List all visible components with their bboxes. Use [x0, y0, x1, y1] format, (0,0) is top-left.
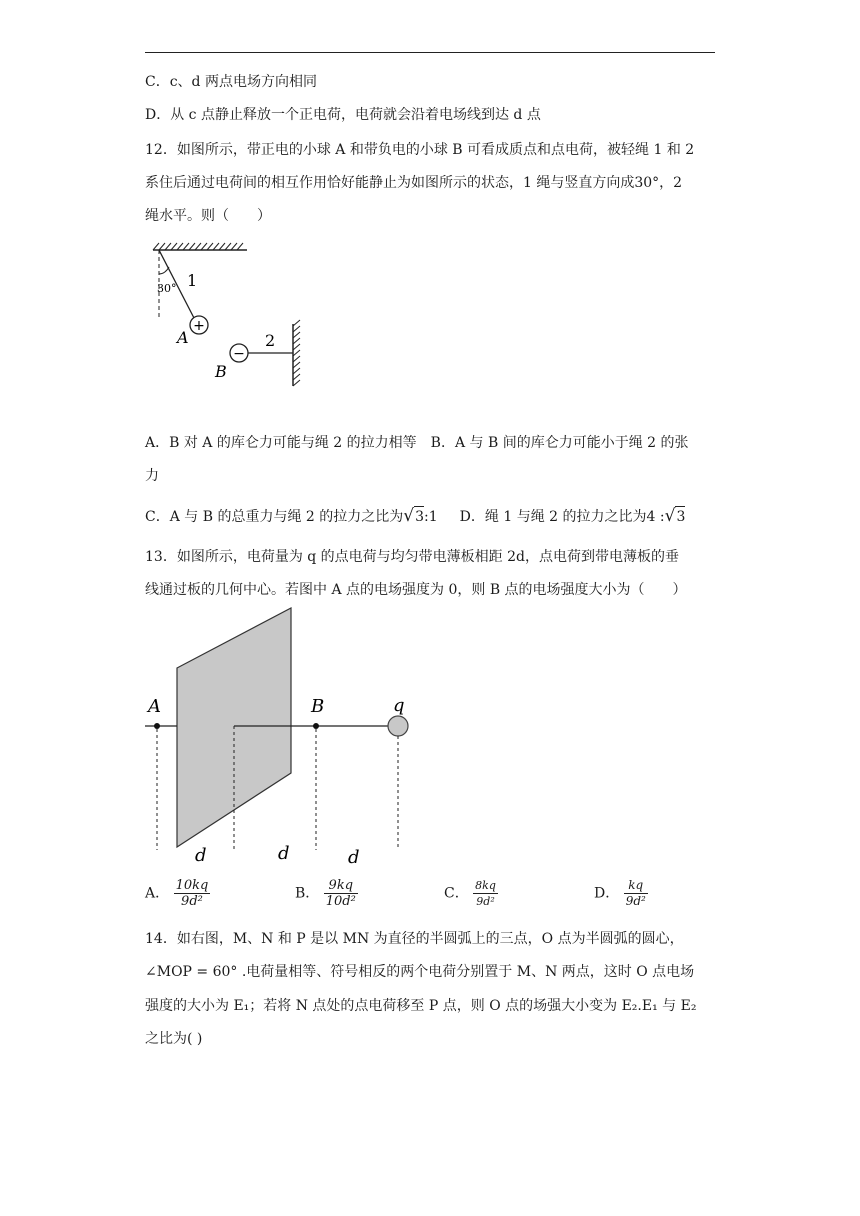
question-14-line1: 14．如右图，M、N 和 P 是以 MN 为直径的半圆弧上的三点，O 点为半圆弧的圆心，: [145, 931, 684, 947]
option-b-13-numerator: 9kq: [324, 878, 358, 894]
point-b-label: B: [311, 696, 325, 717]
option-d-11: D．从 c 点静止释放一个正电荷，电荷就会沿着电场线到达 d 点: [145, 107, 541, 123]
question-12-line1: 12．如图所示，带正电的小球 A 和带负电的小球 B 可看成质点和点电荷，被轻绳 1 和 2: [145, 142, 695, 158]
option-b-13-denominator: 10d²: [325, 894, 356, 909]
distance-label-3: d: [348, 847, 360, 868]
option-a-13-label: A．: [145, 885, 170, 902]
option-d-13-label: D．: [594, 885, 620, 902]
question-14-line2: ∠MOP = 60° .电荷量相等、符号相反的两个电荷分别置于 M、N 两点，这时 O 点电场: [145, 964, 695, 980]
option-d-13-fraction: [624, 878, 648, 909]
question-14-line3: 强度的大小为 E₁；若将 N 点处的点电荷移至 P 点，则 O 点的场强大小变为 E₂.E₁ 与 E₂: [145, 998, 697, 1014]
charge-q-label: q: [393, 695, 405, 716]
option-a-13: [145, 878, 210, 909]
option-c-12-root: 3: [414, 506, 424, 527]
option-c-13-denominator: 9d²: [476, 895, 495, 908]
question-12-options-ab: A．B 对 A 的库仑力可能与绳 2 的拉力相等 B．A 与 B 间的库仑力可能小于绳 2 的张: [145, 435, 689, 451]
option-a-13-numerator: 10kq: [175, 878, 209, 893]
ball-b-label: B: [215, 362, 227, 381]
option-b-13-fraction: [324, 878, 358, 909]
option-b-13: [295, 878, 358, 909]
wall-hatch: [293, 320, 300, 386]
point-b: [313, 723, 319, 729]
option-c-13-numerator: 8kq: [475, 879, 496, 892]
option-d-12-text: D．绳 1 与绳 2 的拉力之比为: [459, 509, 647, 525]
figure-q13: [140, 605, 420, 870]
distance-label-1: d: [195, 845, 207, 866]
option-a-13-denominator: 9d²: [181, 894, 203, 909]
option-c-13-label: C．: [444, 885, 469, 902]
rope-2-label: 2: [265, 331, 276, 350]
header-rule: [145, 52, 715, 53]
question-12-line2: 系住后通过电荷间的相互作用恰好能静止为如图所示的状态，1 绳与竖直方向成30°，2: [145, 175, 683, 191]
ball-b-sign: −: [233, 346, 245, 362]
option-c-11: C．c、d 两点电场方向相同: [145, 74, 317, 90]
option-c-13-fraction: [473, 878, 498, 909]
question-14-line4: 之比为( ): [145, 1031, 203, 1047]
option-d-12-ratio: 4 :: [646, 509, 665, 525]
distance-label-2: d: [278, 843, 290, 864]
question-13-line1: 13．如图所示，电荷量为 q 的点电荷与均匀带电薄板相距 2d，点电荷到带电薄板的垂: [145, 549, 679, 565]
option-b-13-label: B．: [295, 885, 320, 902]
charge-q: [388, 716, 408, 736]
angle-arc: [159, 267, 169, 274]
figure-q12: [145, 240, 315, 390]
point-a-label: A: [148, 696, 161, 717]
option-d-13-numerator: kq: [624, 878, 648, 894]
point-a: [154, 723, 160, 729]
option-d-13-denominator: 9d²: [625, 894, 646, 908]
option-c-12-ratio: :1: [424, 509, 438, 525]
option-c-12-text: C．A 与 B 的总重力与绳 2 的拉力之比为: [145, 509, 404, 525]
ball-a-sign: +: [193, 318, 205, 334]
option-d-13: [594, 878, 648, 909]
question-13-line2: 线通过板的几何中心。若图中 A 点的电场强度为 0，则 B 点的电场强度大小为（ ）: [145, 582, 687, 598]
ball-a-label: A: [177, 328, 189, 347]
question-12-options-cd: C．A 与 B 的总重力与绳 2 的拉力之比为√3:1 D．绳 1 与绳 2 的拉力之比为4 :√3: [145, 506, 686, 526]
question-12-options-ab-cont: 力: [145, 468, 159, 484]
ceiling-hatch: [153, 243, 243, 250]
question-12-line3: 绳水平。则（ ）: [145, 208, 271, 224]
option-a-13-fraction: [174, 878, 211, 909]
option-c-13: [444, 878, 498, 909]
angle-label: 30°: [157, 282, 177, 295]
option-d-12-root: 3: [675, 506, 685, 527]
rope-1-label: 1: [187, 271, 198, 290]
